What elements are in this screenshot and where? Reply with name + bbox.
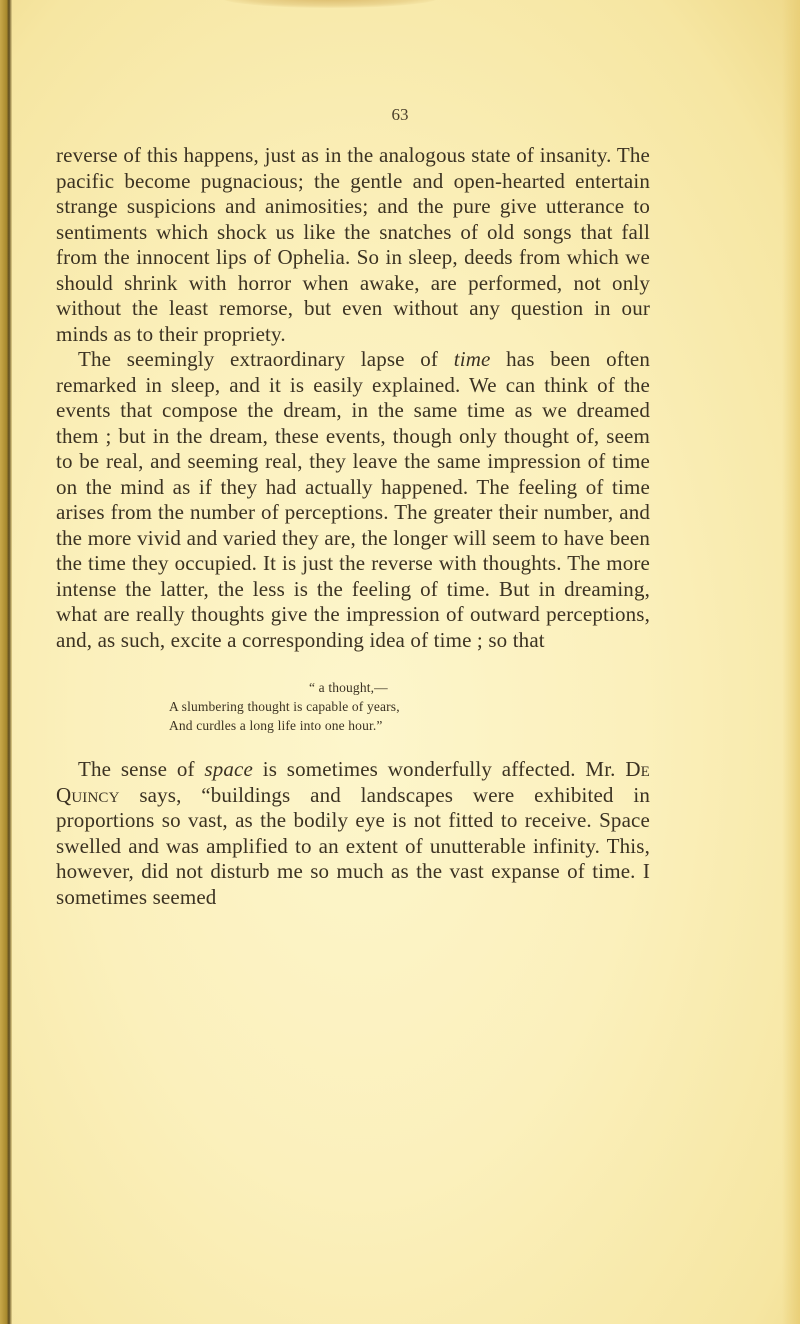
verse-quotation [56,678,650,735]
page-number: 63 [391,105,409,124]
paper-stain [220,0,440,8]
emphasis-time: time [453,347,491,371]
paragraph-space [56,757,650,910]
body-text [56,143,650,910]
quote-line: A slumbering thought is capable of years, [169,699,400,714]
paragraph-text: has been often remarked in sleep, and it is easily explained. We can think of the events that compose the dream, in the same time as we dreamed them ; but in the dream, these events, though only thought of, seem to be real, and seeming real, they leave the same impression of time on the mind as if they had actually happened. The feeling of time arises from the number of perceptions. The greater their number, and the more vivid and varied they are, the longer will seem to have been the time they occupied. It is just the reverse with thoughts. The more intense the latter, the less is the feeling of time. But in dreaming, what are really thoughts give the impression of outward perceptions, and, as such, excite a corresponding idea of time ; so that [56,347,650,652]
paragraph-text: The seemingly extraordinary lapse of [78,347,454,371]
binding-edge [0,0,12,1324]
paragraph-text: is sometimes wonderfully affected. Mr. [252,757,626,781]
paragraph-continuation: reverse of this happens, just as in the analogous state of insanity. The pacific become pugnacious; the gentle and open-hearted entertain strange suspicions and animosities; and the pure give utterance to sentiments which shock us like the snatches of old songs that fall from the innocent lips of Ophelia. So in sleep, deeds from which we should shrink with horror when awake, are performed, not only without the least remorse, but even without any question in our minds as to their propriety. [56,143,650,346]
paragraph-text: The sense of [78,757,205,781]
emphasis-space: space [204,757,253,781]
quote-line: “ a thought,— [309,680,388,695]
paragraph-text: says, “buildings and landscapes were exhibited in proportions so vast, as the bodily eye is not fitted to receive. Space swelled and was amplified to an extent of unutterable infinity. This, however, did not disturb me so much as the vast expanse of time. I sometimes seemed [56,782,650,909]
page-edge-shadow [782,0,800,1324]
author-name: De Quincy [56,757,650,807]
quote-line: And curdles a long life into one hour.” [169,718,383,733]
paragraph-time [56,347,650,653]
